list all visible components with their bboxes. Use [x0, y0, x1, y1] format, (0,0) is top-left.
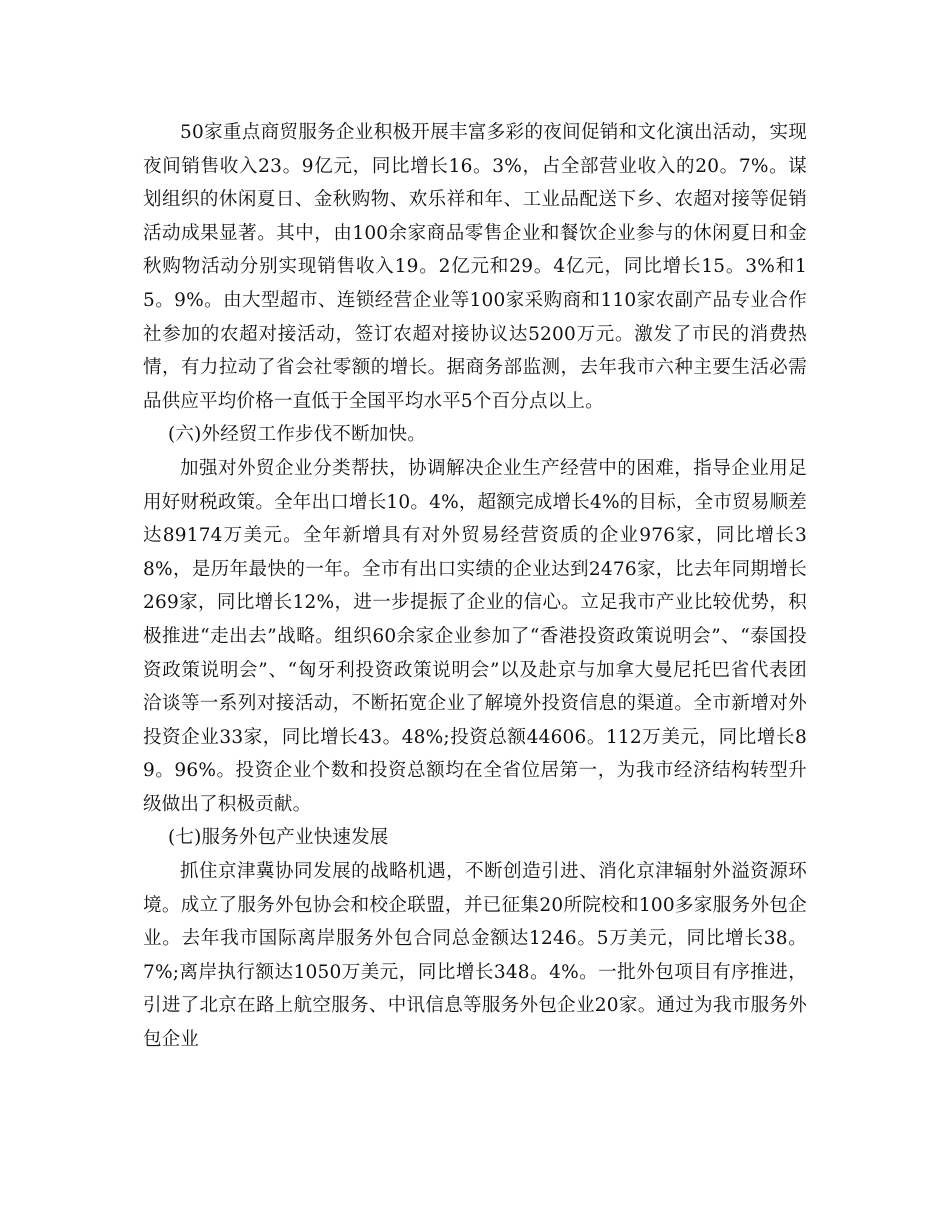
document-page [143, 116, 807, 1057]
paragraph-foreign-trade: 加强对外贸企业分类帮扶，协调解决企业生产经营中的困难，指导企业用足用好财税政策。全年出口增长10。4%，超额完成增长4%的目标，全市贸易顺差达89174万美元。全年新增具有对外贸易经营资质的企业976家，同比增长38%，是历年最快的一年。全市有出口实绩的企业达到2476家，比去年同期增长269家，同比增长12%，进一步提振了企业的信心。立足我市产业比较优势，积极推进“走出去”战略。组织60余家企业参加了“香港投资政策说明会”、“泰国投资政策说明会”、“匈牙利投资政策说明会”以及赴京与加拿大曼尼托巴省代表团洽谈等一系列对接活动，不断拓宽企业了解境外投资信息的渠道。全市新增对外投资企业33家，同比增长43。48%;投资总额44606。112万美元，同比增长89。96%。投资企业个数和投资总额均在全省位居第一，为我市经济结构转型升级做出了积极贡献。 [143, 457, 807, 815]
section-heading-foreign-trade: (六)外经贸工作步伐不断加快。 [167, 424, 426, 446]
paragraph-service-outsourcing: 抓住京津冀协同发展的战略机遇，不断创造引进、消化京津辐射外溢资源环境。成立了服务外包协会和校企联盟，并已征集20所院校和100多家服务外包企业。去年我市国际离岸服务外包合同总金额达1246。5万美元，同比增长38。7%;离岸执行额达1050万美元，同比增长348。4%。一批外包项目有序推进，引进了北京在路上航空服务、中讯信息等服务外包企业20家。通过为我市服务外包企业 [143, 861, 807, 1051]
section-heading-service-outsourcing: (七)服务外包产业快速发展 [167, 827, 389, 849]
paragraph-commerce-promotions: 50家重点商贸服务企业积极开展丰富多彩的夜间促销和文化演出活动，实现夜间销售收入23。9亿元，同比增长16。3%，占全部营业收入的20。7%。谋划组织的休闲夏日、金秋购物、欢乐祥和年、工业品配送下乡、农超对接等促销活动成果显著。其中，由100余家商品零售企业和餐饮企业参与的休闲夏日和金秋购物活动分别实现销售收入19。2亿元和29。4亿元，同比增长15。3%和15。9%。由大型超市、连锁经营企业等100家采购商和110家农副产品专业合作社参加的农超对接活动，签订农超对接协议达5200万元。激发了市民的消费热情，有力拉动了省会社零额的增长。据商务部监测，去年我市六种主要生活必需品供应平均价格一直低于全国平均水平5个百分点以上。 [143, 122, 807, 412]
